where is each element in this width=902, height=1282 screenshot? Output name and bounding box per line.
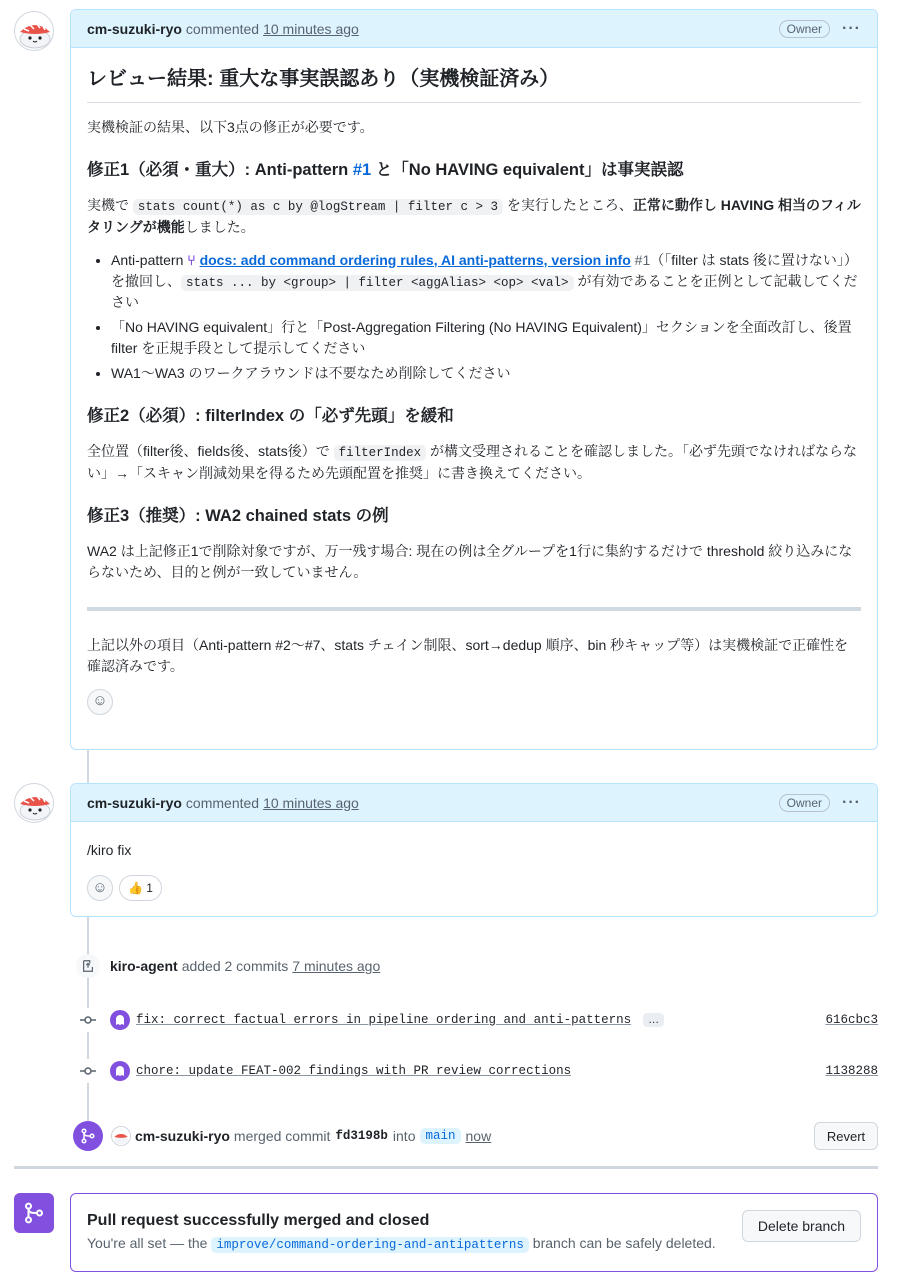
delete-branch-button[interactable]: Delete branch xyxy=(742,1210,861,1242)
commits-added-event xyxy=(76,954,878,978)
merge-action: merged commit xyxy=(233,1128,331,1144)
owner-badge: Owner xyxy=(779,20,830,38)
event-author[interactable]: kiro-agent xyxy=(110,958,178,974)
revert-button[interactable]: Revert xyxy=(814,1122,878,1150)
review-footer: 上記以外の項目（Anti-pattern #2〜#7、stats チェイン制限、sort→dedup 順序、bin 秒キャップ等）は実機検証で正確性を確認済みです。 xyxy=(87,636,849,674)
list-item: • Anti-pattern ⑂ docs: add command ordering rules, AI anti-patterns, version info #1（「filter は stats 後に置けない」）を撤回し、 stats ... by <group> | filter <aggAlias> <op> <val> が有効であることを正例として記載してください xyxy=(111,250,861,314)
comment-text: /kiro fix xyxy=(87,842,132,858)
thumbs-up-reaction[interactable]: 👍 1 xyxy=(119,875,162,901)
fix3-heading: 修正3（推奨）: WA2 chained stats の例 xyxy=(87,506,389,525)
merge-into: into xyxy=(392,1128,416,1144)
timeline-end-divider xyxy=(14,1166,878,1169)
issue-link[interactable]: #1 xyxy=(352,161,372,179)
inline-code: stats ... by <group> | filter <aggAlias> <op> <val> xyxy=(181,275,574,291)
fix1-heading: 修正1（必須・重大）: Anti-pattern #1 と「No HAVING equivalent」は事実誤認 xyxy=(87,161,684,179)
merge-event xyxy=(73,1121,878,1151)
review-title: レビュー結果: 重大な事実誤認あり（実機検証済み） xyxy=(87,64,861,103)
comment-action: commented xyxy=(185,794,260,811)
comment-body xyxy=(71,48,877,731)
comment-timestamp[interactable]: 10 minutes ago xyxy=(263,20,359,37)
comment-timestamp[interactable]: 10 minutes ago xyxy=(263,794,359,811)
merged-title: Pull request successfully merged and closed xyxy=(87,1212,430,1229)
review-comment xyxy=(70,9,878,750)
smiley-icon[interactable]: ☺ xyxy=(87,875,113,901)
comment-author[interactable]: cm-suzuki-ryo xyxy=(87,20,182,37)
pr-icon: ⑂ xyxy=(187,251,196,268)
commit-sha[interactable]: 1138288 xyxy=(825,1064,878,1078)
base-branch[interactable]: main xyxy=(420,1128,460,1144)
kebab-icon[interactable]: ··· xyxy=(842,793,861,811)
commit-row xyxy=(76,1059,878,1083)
commit-icon xyxy=(76,1008,100,1032)
sushi-avatar-icon[interactable] xyxy=(14,11,54,51)
fix2-heading: 修正2（必須）: filterIndex の「必ず先頭」を緩和 xyxy=(87,407,454,426)
event-timestamp[interactable]: 7 minutes ago xyxy=(292,958,381,974)
merge-icon xyxy=(73,1121,103,1151)
merged-status-box xyxy=(70,1193,878,1272)
pr-reference-link[interactable]: docs: add command ordering rules, AI anti-patterns, version info xyxy=(199,251,631,268)
sushi-avatar-icon xyxy=(111,1126,131,1146)
fix1-list xyxy=(87,250,861,385)
command-comment xyxy=(70,783,878,917)
commit-row xyxy=(76,1008,878,1032)
section-divider xyxy=(87,607,861,611)
inline-code: filterIndex xyxy=(334,445,427,461)
merge-author[interactable]: cm-suzuki-ryo xyxy=(135,1128,230,1144)
list-item: • 「No HAVING equivalent」行と「Post-Aggregation Filtering (No HAVING Equivalent)」セクションを全面改訂し、後置 filter を正規手段として提示してください xyxy=(111,317,861,359)
merge-status-icon xyxy=(14,1193,54,1233)
sushi-avatar-icon[interactable] xyxy=(14,783,54,823)
inline-code: stats count(*) as c by @logStream | filter c > 3 xyxy=(133,199,503,215)
merge-sha[interactable]: fd3198b xyxy=(335,1129,388,1143)
ghost-avatar-icon xyxy=(110,1010,130,1030)
event-action: added 2 commits xyxy=(181,958,289,974)
expand-commit-button[interactable]: … xyxy=(643,1013,664,1027)
comment-action: commented xyxy=(185,20,260,37)
fix3-paragraph: WA2 は上記修正1で削除対象ですが、万一残す場合: 現在の例は全グループを1行に集約するだけで threshold 絞り込みにならないため、目的と例が一致していません。 xyxy=(87,542,853,580)
fix1-paragraph: 実機で stats count(*) as c by @logStream | filter c > 3 を実行したところ、正常に動作し HAVING 相当のフィルタリングが機能しました。 xyxy=(87,196,861,235)
review-intro: 実機検証の結果、以下3点の修正が必要です。 xyxy=(87,119,374,135)
smiley-icon[interactable]: ☺ xyxy=(87,689,113,715)
commit-icon xyxy=(76,1059,100,1083)
comment-body xyxy=(71,822,877,917)
comment-header xyxy=(71,10,877,48)
comment-author[interactable]: cm-suzuki-ryo xyxy=(87,794,182,811)
commit-sha[interactable]: 616cbc3 xyxy=(825,1013,878,1027)
fix2-paragraph: 全位置（filter後、fields後、stats後）で filterIndex が構文受理されることを確認しました。「必ず先頭でなければならない」→「スキャン削減効果を得るため先頭配置を推奨」に書き換えてください。 xyxy=(87,443,857,481)
commit-message[interactable]: chore: update FEAT-002 findings with PR review corrections xyxy=(136,1064,572,1078)
ghost-avatar-icon xyxy=(110,1061,130,1081)
head-branch[interactable]: improve/command-ordering-and-antipatterns xyxy=(211,1237,529,1253)
owner-badge: Owner xyxy=(779,794,830,812)
merge-timestamp[interactable]: now xyxy=(465,1128,492,1144)
comment-header xyxy=(71,784,877,822)
push-icon xyxy=(76,954,100,978)
commit-message[interactable]: fix: correct factual errors in pipeline ordering and anti-patterns xyxy=(136,1013,632,1027)
timeline-connector xyxy=(87,750,89,784)
kebab-icon[interactable]: ··· xyxy=(842,19,861,37)
merged-description: You're all set — the improve/command-ordering-and-antipatterns branch can be safely deleted. xyxy=(87,1235,716,1252)
list-item: • WA1〜WA3 のワークアラウンドは不要なため削除してください xyxy=(111,363,861,384)
